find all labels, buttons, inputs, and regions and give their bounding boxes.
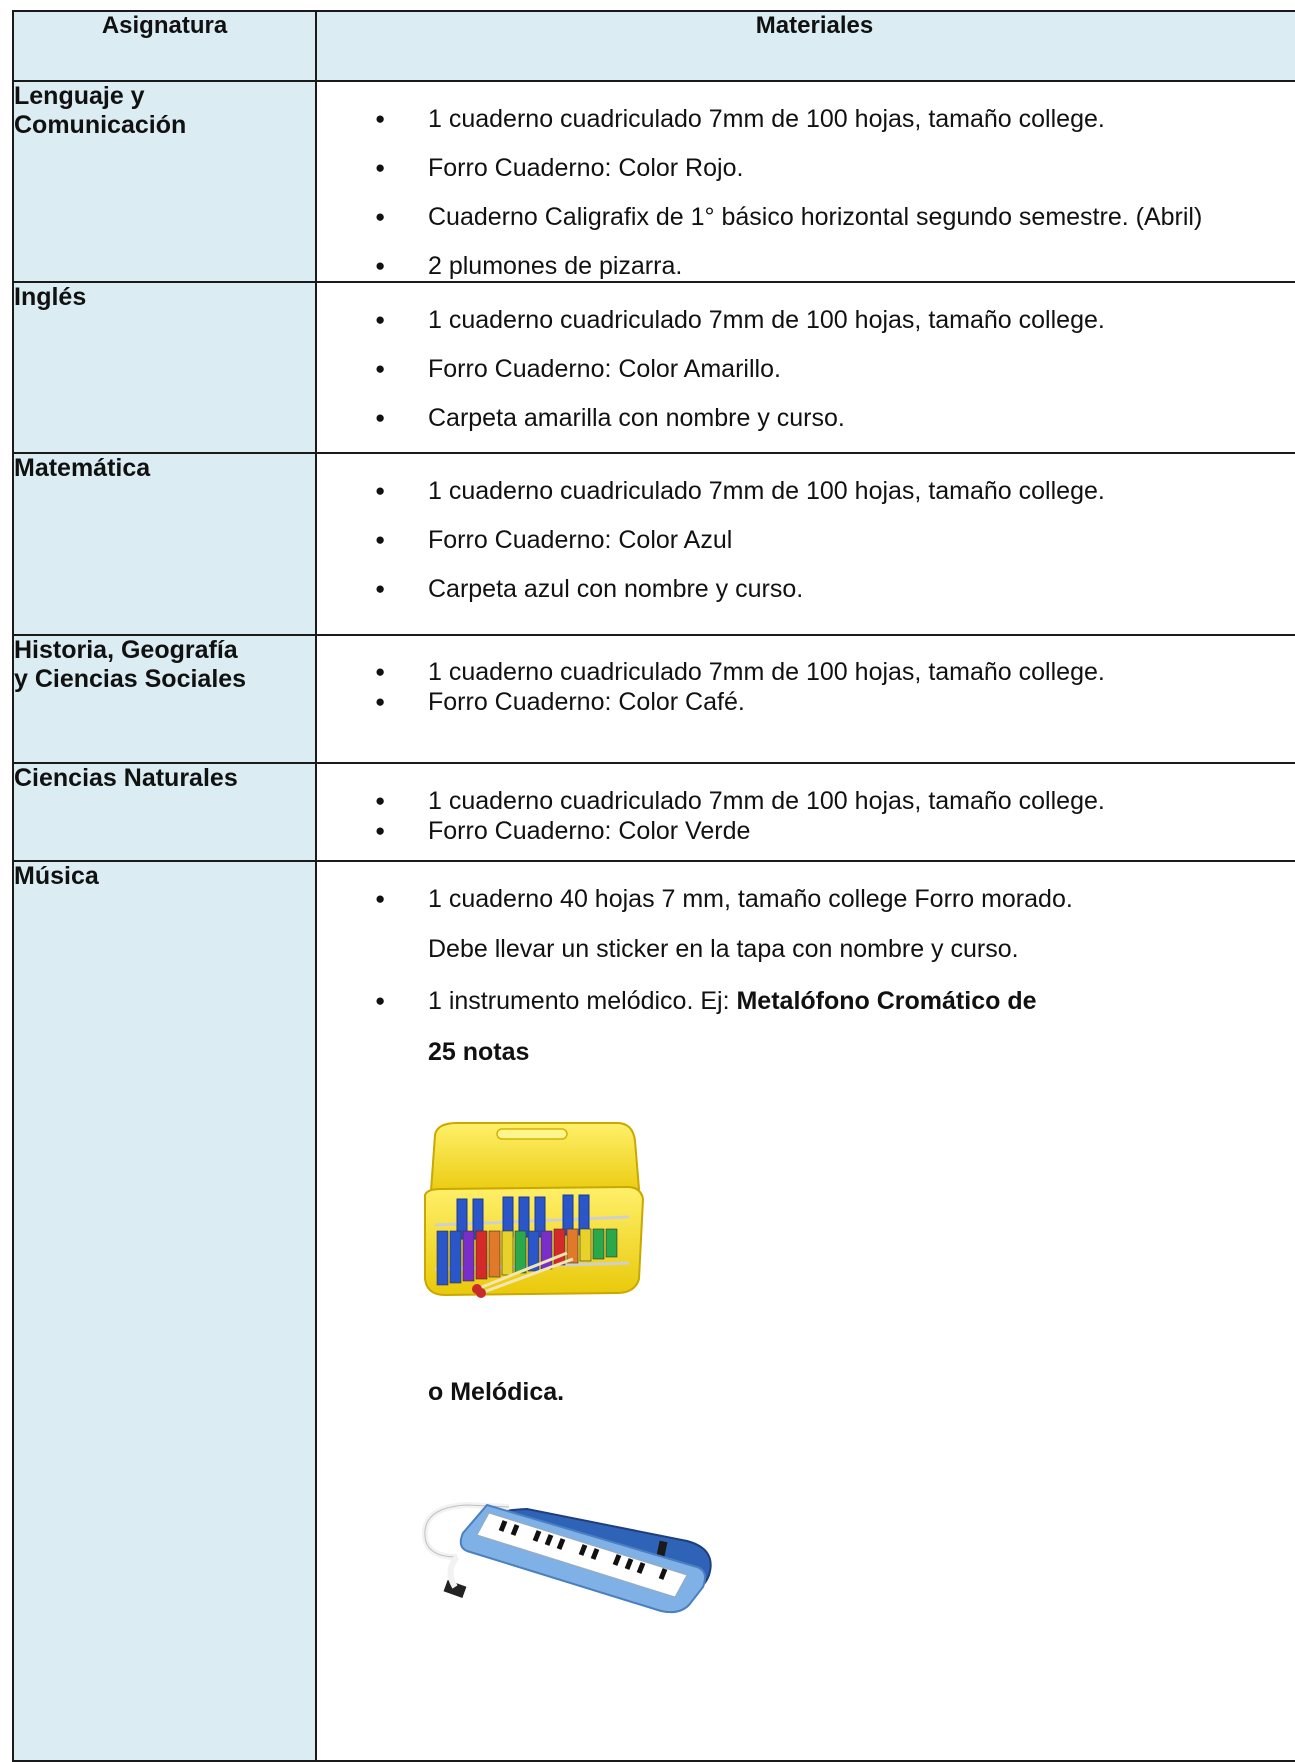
- materials-list: [317, 283, 1295, 433]
- subject-label: Inglés: [14, 283, 87, 311]
- list-item: ● 1 cuaderno cuadriculado 7mm de 100 hojas, tamaño college.: [317, 104, 1295, 134]
- subject-label: Música: [14, 862, 99, 890]
- subject-cell: [13, 282, 316, 453]
- materials-list: [317, 862, 1295, 914]
- materials-cell: [316, 763, 1295, 861]
- header-materiales: Materiales: [316, 11, 1295, 81]
- melodica-illustration: [417, 1471, 727, 1621]
- subject-cell: [13, 635, 316, 763]
- subject-cell: [13, 763, 316, 861]
- materials-list: [317, 636, 1295, 717]
- subject-label-line2: y Ciencias Sociales: [14, 665, 247, 693]
- list-item: ● 1 cuaderno cuadriculado 7mm de 100 hojas, tamaño college.: [317, 786, 1295, 816]
- instrument-text: 1 instrumento melódico. Ej:: [428, 987, 737, 1015]
- subject-cell: [13, 861, 316, 1761]
- materials-list: [317, 454, 1295, 604]
- list-item: ● 2 plumones de pizarra.: [317, 251, 1295, 281]
- materials-cell: [316, 453, 1295, 635]
- materials-cell: [316, 861, 1295, 1761]
- subject-cell: [13, 453, 316, 635]
- materials-cell: [316, 282, 1295, 453]
- list-item: ● 1 cuaderno cuadriculado 7mm de 100 hojas, tamaño college.: [317, 657, 1295, 687]
- list-item: ● Carpeta amarilla con nombre y curso.: [317, 403, 1295, 433]
- metallophone-illustration: [417, 1113, 647, 1303]
- melodica-option-text: o Melódica.: [428, 1378, 565, 1406]
- materials-cell: [316, 81, 1295, 282]
- table-row: [13, 282, 1295, 453]
- table-row: [13, 635, 1295, 763]
- list-item: ● Forro Cuaderno: Color Café.: [317, 687, 1295, 717]
- list-item: ● Cuaderno Caligrafix de 1° básico horizontal segundo semestre. (Abril): [317, 202, 1295, 232]
- list-item: ● Carpeta azul con nombre y curso.: [317, 574, 1295, 604]
- list-item: [317, 986, 1295, 1016]
- subject-label: Ciencias Naturales: [14, 764, 238, 792]
- materials-list: [317, 82, 1295, 281]
- table-row: [13, 81, 1295, 282]
- list-item: ● Forro Cuaderno: Color Verde: [317, 816, 1295, 846]
- materials-list: [317, 964, 1295, 1016]
- header-row: [13, 11, 1295, 81]
- materials-list: [317, 764, 1295, 846]
- instrument-bold-text: Metalófono Cromático de: [736, 987, 1037, 1015]
- instrument-bold-text-2: 25 notas: [428, 1038, 530, 1066]
- list-item: ● 1 cuaderno cuadriculado 7mm de 100 hojas, tamaño college.: [317, 305, 1295, 335]
- subject-label: Lenguaje y Comunicación: [14, 82, 187, 139]
- list-item: ● Forro Cuaderno: Color Rojo.: [317, 153, 1295, 183]
- subject-label-line1: Historia, Geografía: [14, 636, 238, 664]
- page: [12, 10, 1295, 1762]
- subject-cell: [13, 81, 316, 282]
- header-asignatura: Asignatura: [13, 11, 316, 81]
- sticker-note: Debe llevar un sticker en la tapa con nombre y curso.: [428, 935, 1019, 963]
- list-item: ● Forro Cuaderno: Color Amarillo.: [317, 354, 1295, 384]
- materials-table: [12, 10, 1295, 1762]
- table-row: [13, 763, 1295, 861]
- subject-label: Matemática: [14, 454, 151, 482]
- table-row: [13, 453, 1295, 635]
- melodica-image: [417, 1471, 727, 1621]
- list-item: ● Forro Cuaderno: Color Azul: [317, 525, 1295, 555]
- materials-cell: [316, 635, 1295, 763]
- table-row: [13, 861, 1295, 1761]
- metallophone-image: [417, 1113, 647, 1303]
- list-item: ● 1 cuaderno 40 hojas 7 mm, tamaño college Forro morado.: [317, 884, 1295, 914]
- list-item: ● 1 cuaderno cuadriculado 7mm de 100 hojas, tamaño college.: [317, 476, 1295, 506]
